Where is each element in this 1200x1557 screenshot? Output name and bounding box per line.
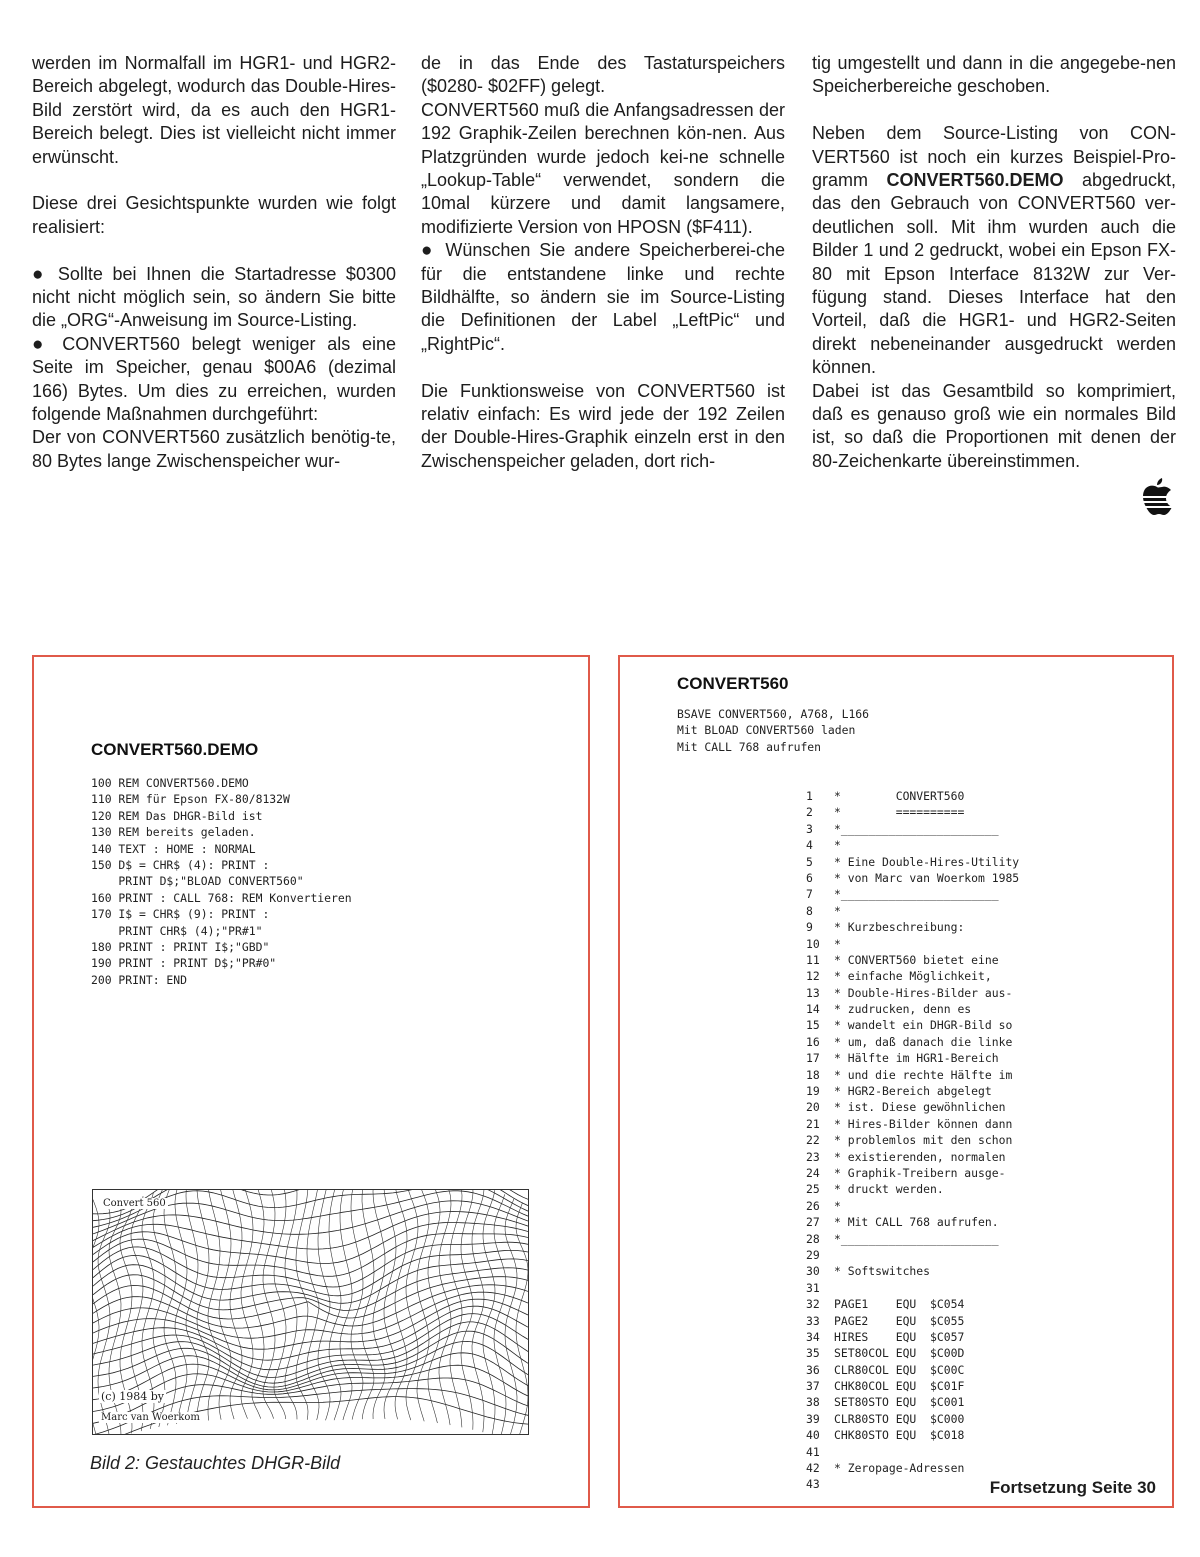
line-text: * Hires-Bilder können dann bbox=[834, 1116, 1013, 1131]
code-line: 200 PRINT: END bbox=[91, 972, 188, 987]
line-number: 24 bbox=[806, 1165, 820, 1180]
line-text: * einfache Möglichkeit, bbox=[834, 969, 992, 984]
code-line: 100 REM CONVERT560.DEMO bbox=[91, 776, 249, 790]
mesh-line-v bbox=[373, 1190, 385, 1419]
line-text: * Graphik-Treibern ausge- bbox=[834, 1165, 1006, 1180]
image-label-bottom-1: (c) 1984 by bbox=[101, 1390, 164, 1403]
line-number: 2 bbox=[806, 805, 813, 820]
line-number: 34 bbox=[806, 1329, 820, 1344]
line-number: 39 bbox=[806, 1411, 820, 1426]
mesh-line-h bbox=[93, 1331, 528, 1383]
convert560-listing-box bbox=[618, 655, 1174, 1508]
listing-row bbox=[806, 1362, 1019, 1378]
line-text: * um, daß danach die linke bbox=[834, 1034, 1013, 1049]
listing-row bbox=[806, 1444, 1019, 1460]
line-text: *_______________________ bbox=[834, 887, 999, 902]
listing-row bbox=[806, 788, 1019, 804]
line-number: 38 bbox=[806, 1395, 820, 1410]
line-text: * bbox=[834, 903, 841, 918]
paragraph: Neben dem Source-Listing von CON-VERT560 ist noch ein kurzes Beispiel-Pro-gramm CONVERT560.DEMO abgedruckt, das den Gebrauch von CONVERT560 ver-deutlichen soll. Mit ihm wurden auch die Bilder 1 und 2 gedruckt, wobei ein Epson FX-80 mit Epson Interface 8132W zur Ver-fügung stand. Dieses Interface hat den Vorteil, daß die HGR1- und HGR2-Seiten direkt nebeneinander ausgedruckt werden können. bbox=[812, 123, 1176, 378]
article-column-2 bbox=[421, 52, 785, 473]
program-name: CONVERT560.DEMO bbox=[886, 170, 1064, 191]
image-label-bottom-2: Marc van Woerkom bbox=[101, 1412, 200, 1423]
bullet-icon: ● bbox=[421, 240, 446, 262]
listing-header bbox=[677, 706, 869, 755]
listing-row bbox=[806, 1460, 1019, 1476]
mesh-line-v bbox=[186, 1190, 198, 1423]
line-number: 7 bbox=[806, 887, 813, 902]
listing-row bbox=[806, 1329, 1019, 1345]
listing-row bbox=[806, 1083, 1019, 1099]
line-text: SET80COL EQU $C00D bbox=[834, 1346, 965, 1361]
line-number: 26 bbox=[806, 1198, 820, 1213]
line-text: CLR80STO EQU $C000 bbox=[834, 1411, 965, 1426]
listing-row bbox=[806, 1017, 1019, 1033]
bullet-text: Sollte bei Ihnen die Startadresse $0300 nicht nicht möglich sein, so ändern Sie bitte die „ORG“-Anweisung im Source-Listing. bbox=[32, 263, 396, 331]
listing-header-line: Mit CALL 768 aufrufen bbox=[677, 739, 822, 754]
code-line: 110 REM für Epson FX-80/8132W bbox=[91, 792, 290, 807]
listing-header-line: BSAVE CONVERT560, A768, L166 bbox=[677, 707, 870, 721]
line-text: * existierenden, normalen bbox=[834, 1149, 1006, 1164]
listing-row bbox=[806, 1411, 1019, 1427]
listing-row bbox=[806, 854, 1019, 870]
line-number: 5 bbox=[806, 854, 813, 869]
line-number: 4 bbox=[806, 838, 813, 853]
line-number: 11 bbox=[806, 952, 820, 967]
line-number: 37 bbox=[806, 1379, 820, 1394]
listing-row bbox=[806, 1198, 1019, 1214]
line-text: * Eine Double-Hires-Utility bbox=[834, 854, 1020, 869]
code-line: 150 D$ = CHR$ (4): PRINT : bbox=[91, 858, 270, 873]
paragraph-gap bbox=[812, 99, 1176, 122]
line-number: 1 bbox=[806, 789, 813, 803]
listing-row bbox=[806, 1280, 1019, 1296]
demo-title: CONVERT560.DEMO bbox=[91, 740, 259, 759]
line-text: HIRES EQU $C057 bbox=[834, 1329, 965, 1344]
line-text: * CONVERT560 bietet eine bbox=[834, 952, 999, 967]
line-number: 14 bbox=[806, 1002, 820, 1017]
code-line: 120 REM Das DHGR-Bild ist bbox=[91, 808, 263, 823]
line-text: * druckt werden. bbox=[834, 1182, 944, 1197]
line-number: 23 bbox=[806, 1149, 820, 1164]
listing-row bbox=[806, 1149, 1019, 1165]
line-text: CHK80COL EQU $C01F bbox=[834, 1379, 965, 1394]
line-text: * zudrucken, denn es bbox=[834, 1002, 972, 1017]
listing-row bbox=[806, 1231, 1019, 1247]
listing-row bbox=[806, 1247, 1019, 1263]
line-number: 20 bbox=[806, 1100, 820, 1115]
listing-row bbox=[806, 1132, 1019, 1148]
line-text: * und die rechte Hälfte im bbox=[834, 1067, 1013, 1082]
line-text: PAGE1 EQU $C054 bbox=[834, 1297, 965, 1312]
article-column-1 bbox=[32, 52, 396, 473]
line-number: 36 bbox=[806, 1362, 820, 1377]
image-label-top: Convert 560 bbox=[103, 1198, 166, 1209]
listing-row bbox=[806, 870, 1019, 886]
mesh-line-v bbox=[263, 1190, 275, 1419]
line-text: *_______________________ bbox=[834, 1231, 999, 1246]
line-text: * bbox=[834, 936, 841, 951]
paragraph: werden im Normalfall im HGR1- und HGR2-Bereich abgelegt, wodurch das Double-Hires-Bild zerstört wird, da es auch den HGR1-Bereich belegt. Dies ist vielleicht nicht immer erwünscht. bbox=[32, 53, 396, 167]
line-number: 8 bbox=[806, 903, 813, 918]
demo-code bbox=[91, 775, 352, 988]
listing-row bbox=[806, 1001, 1019, 1017]
paragraph-gap bbox=[32, 169, 396, 192]
code-line: 160 PRINT : CALL 768: REM Konvertieren bbox=[91, 890, 352, 905]
apple-logo-icon bbox=[1140, 476, 1174, 516]
line-text: * HGR2-Bereich abgelegt bbox=[834, 1084, 992, 1099]
line-number: 27 bbox=[806, 1215, 820, 1230]
line-text: * bbox=[834, 838, 841, 853]
listing-row bbox=[806, 968, 1019, 984]
paragraph: CONVERT560 muß die Anfangsadressen der 192 Graphik-Zeilen berechnen kön-nen. Aus Platzgründen wurde jedoch kei-ne schnelle „Lookup-Table“ verwendet, sondern die 10mal kürzere und damit langsamere, modifizierte Version von HPOSN ($F411). bbox=[421, 99, 785, 237]
listing-row bbox=[806, 1427, 1019, 1443]
line-text: CLR80COL EQU $C00C bbox=[834, 1362, 965, 1377]
line-text: * Softswitches bbox=[834, 1264, 931, 1279]
paragraph-gap bbox=[32, 239, 396, 262]
line-number: 30 bbox=[806, 1264, 820, 1279]
demo-listing-box bbox=[32, 655, 590, 1508]
line-text: * Hälfte im HGR1-Bereich bbox=[834, 1051, 999, 1066]
listing-row bbox=[806, 886, 1019, 902]
paragraph: Diese drei Gesichtspunkte wurden wie folgt realisiert: bbox=[32, 193, 396, 237]
line-text: CHK80STO EQU $C018 bbox=[834, 1428, 965, 1443]
line-number: 40 bbox=[806, 1428, 820, 1443]
listing-row bbox=[806, 1050, 1019, 1066]
paragraph: Der von CONVERT560 zusätzlich benötig-te, 80 Bytes lange Zwischenspeicher wur- bbox=[32, 427, 396, 471]
listing-row bbox=[806, 1296, 1019, 1312]
mesh-line-v bbox=[351, 1190, 363, 1420]
line-number: 17 bbox=[806, 1051, 820, 1066]
line-number: 31 bbox=[806, 1280, 820, 1295]
mesh-line-h bbox=[93, 1234, 528, 1277]
listing-row bbox=[806, 1214, 1019, 1230]
code-line: 180 PRINT : PRINT I$;"GBD" bbox=[91, 940, 270, 955]
listing-title: CONVERT560 bbox=[677, 674, 789, 693]
listing-row bbox=[806, 821, 1019, 837]
mesh-line-v bbox=[384, 1190, 396, 1419]
line-text: * bbox=[834, 1198, 841, 1213]
mesh-line-v bbox=[472, 1190, 484, 1432]
listing-row bbox=[806, 837, 1019, 853]
line-number: 10 bbox=[806, 936, 820, 951]
mesh-line-v bbox=[274, 1190, 286, 1419]
paragraph: Die Funktionsweise von CONVERT560 ist relativ einfach: Es wird jede der 192 Zeilen der Double-Hires-Graphik einzeln erst in den Zwischenspeicher geladen, dort rich- bbox=[421, 380, 785, 471]
bullet-paragraph bbox=[32, 333, 396, 427]
line-number: 29 bbox=[806, 1247, 820, 1262]
bullet-icon: ● bbox=[32, 333, 63, 355]
listing-row bbox=[806, 1394, 1019, 1410]
listing-row bbox=[806, 1116, 1019, 1132]
listing-row bbox=[806, 1165, 1019, 1181]
line-text: * von Marc van Woerkom 1985 bbox=[834, 870, 1020, 885]
code-line: 190 PRINT : PRINT D$;"PR#0" bbox=[91, 956, 277, 971]
mesh-line-v bbox=[483, 1190, 495, 1434]
listing-row bbox=[806, 1099, 1019, 1115]
line-number: 12 bbox=[806, 969, 820, 984]
paragraph: de in das Ende des Tastaturspeichers ($0280- $02FF) gelegt. bbox=[421, 53, 785, 97]
code-line: 140 TEXT : HOME : NORMAL bbox=[91, 841, 256, 856]
line-number: 33 bbox=[806, 1313, 820, 1328]
listing-row bbox=[806, 804, 1019, 820]
code-line: 170 I$ = CHR$ (9): PRINT : bbox=[91, 907, 270, 922]
listing-row bbox=[806, 1181, 1019, 1197]
listing-row bbox=[806, 936, 1019, 952]
article-column-3 bbox=[812, 52, 1176, 473]
line-number: 41 bbox=[806, 1444, 820, 1459]
line-number: 15 bbox=[806, 1018, 820, 1033]
line-text: * CONVERT560 bbox=[834, 789, 965, 803]
image-caption: Bild 2: Gestauchtes DHGR-Bild bbox=[90, 1453, 341, 1473]
listing-row bbox=[806, 1263, 1019, 1279]
paragraph-gap bbox=[421, 356, 785, 379]
listing-row bbox=[806, 985, 1019, 1001]
line-number: 13 bbox=[806, 985, 820, 1000]
bullet-text: Wünschen Sie andere Speicherberei-che für die entstandene linke und rechte Bildhälfte, so ändern sie im Source-Listing die Definitionen der Label „LeftPic“ und „RightPic“. bbox=[421, 240, 785, 354]
paragraph: Dabei ist das Gesamtbild so komprimiert, daß es genauso groß wie ein normales Bild ist, so daß die Proportionen mit denen der 80-Zeichenkarte übereinstimmen. bbox=[812, 380, 1176, 471]
line-number: 6 bbox=[806, 870, 813, 885]
code-line: PRINT CHR$ (4);"PR#1" bbox=[91, 923, 263, 938]
mesh-line-h bbox=[93, 1259, 528, 1303]
listing-lines bbox=[806, 788, 1019, 1493]
mesh-line-v bbox=[219, 1190, 231, 1420]
line-text: SET80STO EQU $C001 bbox=[834, 1395, 965, 1410]
listing-row bbox=[806, 1476, 1019, 1492]
bullet-icon: ● bbox=[32, 263, 58, 285]
listing-row bbox=[806, 1067, 1019, 1083]
mesh-line-h bbox=[93, 1250, 528, 1295]
line-text: * wandelt ein DHGR-Bild so bbox=[834, 1018, 1013, 1033]
line-number: 22 bbox=[806, 1133, 820, 1148]
line-number: 19 bbox=[806, 1084, 820, 1099]
listing-row bbox=[806, 919, 1019, 935]
line-text: * Double-Hires-Bilder aus- bbox=[834, 985, 1013, 1000]
listing-row bbox=[806, 903, 1019, 919]
line-number: 42 bbox=[806, 1461, 820, 1476]
mesh-line-h bbox=[93, 1306, 528, 1360]
line-number: 35 bbox=[806, 1346, 820, 1361]
listing-row bbox=[806, 1378, 1019, 1394]
mesh-line-h bbox=[93, 1365, 528, 1411]
code-line: PRINT D$;"BLOAD CONVERT560" bbox=[91, 874, 304, 889]
line-text: PAGE2 EQU $C055 bbox=[834, 1313, 965, 1328]
listing-row bbox=[806, 952, 1019, 968]
line-number: 25 bbox=[806, 1182, 820, 1197]
line-number: 43 bbox=[806, 1477, 820, 1492]
line-number: 3 bbox=[806, 821, 813, 836]
listing-header-line: Mit BLOAD CONVERT560 laden bbox=[677, 723, 856, 738]
dhgr-image bbox=[92, 1189, 529, 1435]
line-text: *_______________________ bbox=[834, 821, 999, 836]
bullet-paragraph bbox=[32, 263, 396, 333]
mesh-line-h bbox=[93, 1277, 528, 1319]
line-text: * ist. Diese gewöhnlichen bbox=[834, 1100, 1006, 1115]
line-text: * Zeropage-Adressen bbox=[834, 1461, 965, 1476]
line-text: * ========== bbox=[834, 805, 965, 820]
code-line: 130 REM bereits geladen. bbox=[91, 825, 256, 840]
line-number: 32 bbox=[806, 1297, 820, 1312]
line-text: * problemlos mit den schon bbox=[834, 1133, 1013, 1148]
line-number: 9 bbox=[806, 920, 813, 935]
listing-row bbox=[806, 1034, 1019, 1050]
line-number: 18 bbox=[806, 1067, 820, 1082]
line-number: 16 bbox=[806, 1034, 820, 1049]
paragraph: tig umgestellt und dann in die angegebe-nen Speicherbereiche geschoben. bbox=[812, 53, 1176, 97]
mesh-line-v bbox=[197, 1190, 209, 1422]
line-number: 28 bbox=[806, 1231, 820, 1246]
continuation-note: Fortsetzung Seite 30 bbox=[989, 1478, 1156, 1497]
bullet-text: CONVERT560 belegt weniger als eine Seite im Speicher, genau $00A6 (dezimal 166) Bytes. Um dies zu erreichen, wurden folgende Maßnahmen durchgeführt: bbox=[32, 333, 396, 425]
mesh-line-v bbox=[340, 1190, 352, 1420]
mesh-line-h bbox=[93, 1212, 528, 1250]
line-number: 21 bbox=[806, 1116, 820, 1131]
mesh-line-v bbox=[230, 1190, 242, 1419]
line-text: * Kurzbeschreibung: bbox=[834, 920, 965, 935]
line-text: * Mit CALL 768 aufrufen. bbox=[834, 1215, 999, 1230]
bullet-paragraph bbox=[421, 239, 785, 356]
listing-row bbox=[806, 1345, 1019, 1361]
listing-row bbox=[806, 1313, 1019, 1329]
